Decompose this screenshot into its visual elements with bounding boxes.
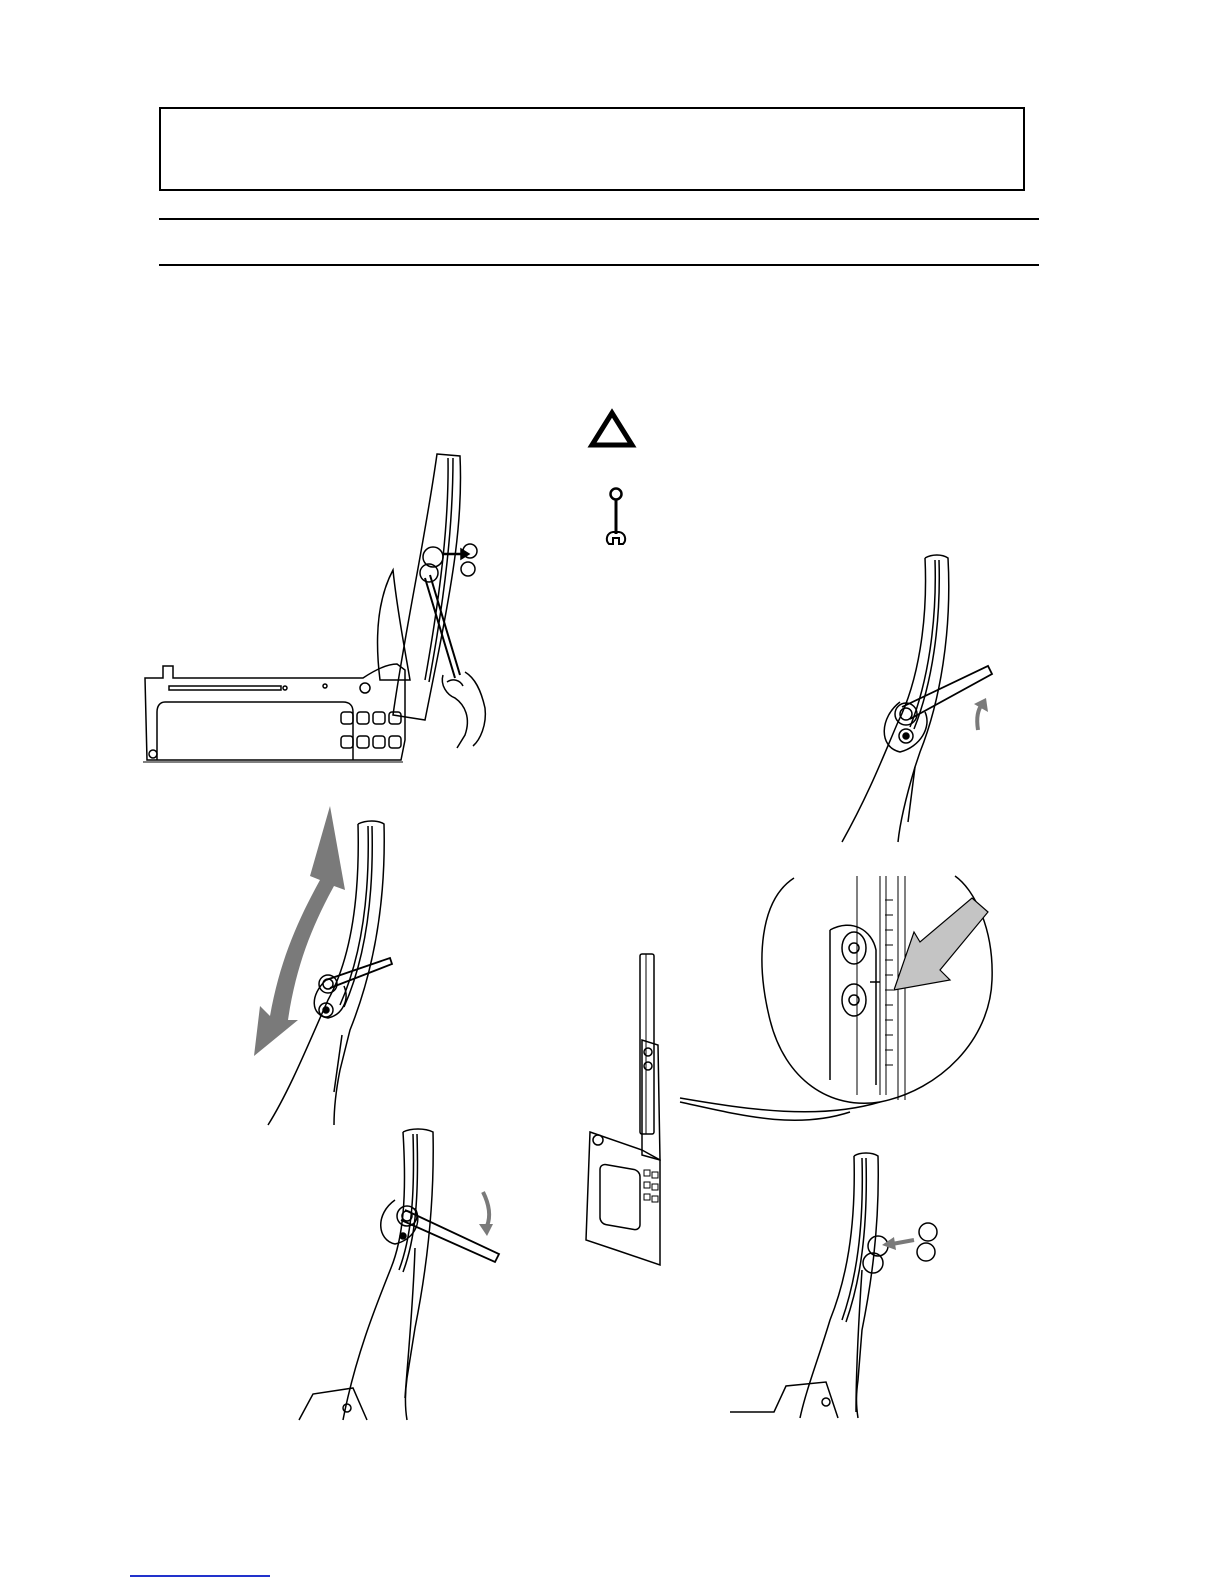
footer-link-underline[interactable] <box>130 1575 270 1577</box>
figure-remove-caps <box>135 450 505 770</box>
warning-triangle-icon <box>589 410 635 448</box>
figure-adjust-range <box>240 800 420 1130</box>
section-rule-top <box>159 218 1039 220</box>
figure-key-tighten <box>295 1128 515 1428</box>
section-rule-bottom <box>159 264 1039 266</box>
title-box <box>159 107 1025 191</box>
wrench-icon <box>605 486 627 548</box>
figure-refit-caps <box>730 1150 970 1420</box>
figure-key-loosen <box>840 552 1000 844</box>
